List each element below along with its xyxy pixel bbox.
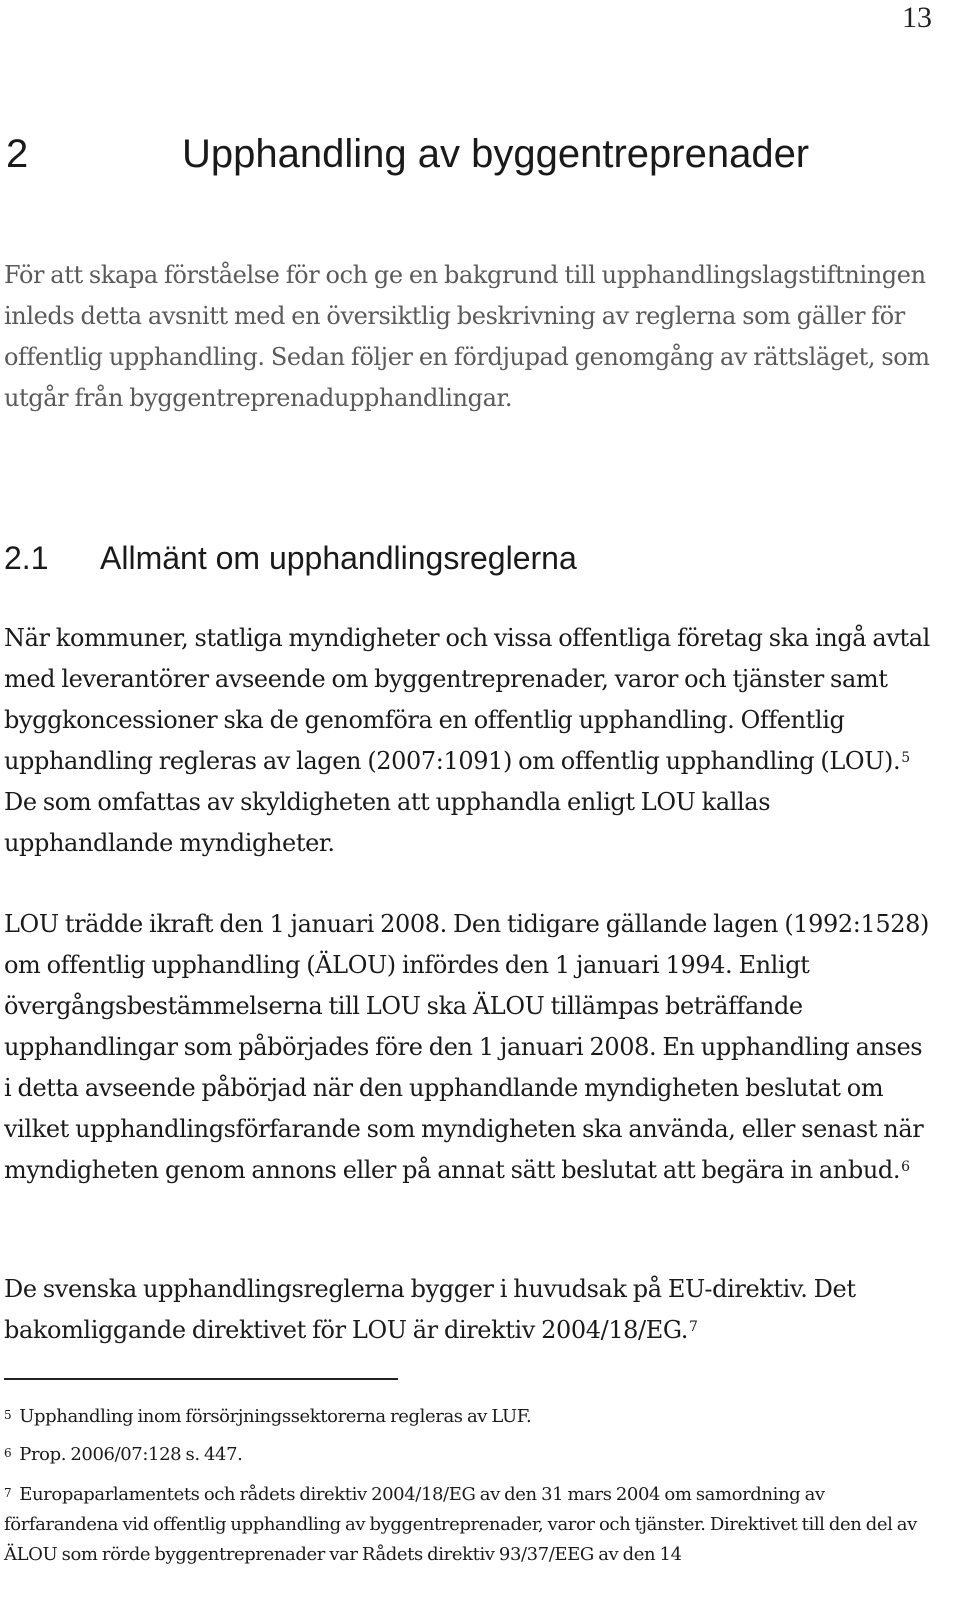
section-heading: [4, 536, 577, 580]
paragraph-2-text: LOU trädde ikraft den 1 januari 2008. Den tidigare gällande lagen (1992:1528) om offentlig upphandling (ÄLOU) infördes den 1 januari 1994. Enligt övergångsbestämmelserna till LOU ska ÄLOU tillämpas beträffande upphandlingar som påbörjades före den 1 januari 2008. En upphandling anses i detta avseende påbörjad när den upphandlande myndigheten beslutat om vilket upphandlingsförfarande som myndigheten ska använda, eller senast när myndigheten genom annons eller på annat sätt beslutat att begära in anbud.: [4, 910, 929, 1184]
paragraph-1: [4, 618, 934, 864]
footnote-separator: [4, 1378, 398, 1380]
chapter-title: Upphandling av byggentreprenader: [182, 132, 810, 176]
section-number: 2.1: [4, 540, 49, 576]
footnote-ref-7[interactable]: 7: [689, 1319, 698, 1335]
section-title: Allmänt om upphandlingsreglerna: [100, 540, 577, 576]
paragraph-1-text: När kommuner, statliga myndigheter och vissa offentliga företag ska ingå avtal med leverantörer avseende om byggentreprenader, varor och tjänster samt byggkoncessioner ska de genomföra en offentlig upphandling. Offentlig upphandling regleras av lagen (2007:1091) om offentlig upphandling (LOU).: [4, 624, 930, 775]
footnote-number: 6: [4, 1446, 12, 1460]
intro-paragraph: För att skapa förståelse för och ge en bakgrund till upphandlingslagstiftningen inleds detta avsnitt med en översiktlig beskrivning av reglerna som gäller för offentlig upphandling. Sedan följer en fördjupad genomgång av rättsläget, som utgår från byggentreprenadupphandlingar.: [4, 261, 930, 412]
chapter-number: 2: [6, 132, 29, 176]
footnote-text: Upphandling inom försörjningssektorerna regleras av LUF.: [19, 1406, 532, 1427]
footnote-ref-5[interactable]: 5: [901, 750, 910, 766]
footnote-number: 7: [4, 1486, 12, 1500]
footnote-6: [4, 1440, 934, 1470]
footnote-text: Prop. 2006/07:128 s. 447.: [19, 1444, 243, 1465]
paragraph-3: [4, 1269, 934, 1351]
paragraph-1-text-b: De som omfattas av skyldigheten att upphandla enligt LOU kallas upphandlande myndigheter.: [4, 788, 771, 857]
footnote-number: 5: [4, 1408, 12, 1422]
chapter-heading: [6, 130, 809, 178]
paragraph-2: [4, 904, 934, 1191]
footnote-5: [4, 1402, 934, 1432]
footnote-ref-6[interactable]: 6: [901, 1159, 910, 1175]
footnote-text: Europaparlamentets och rådets direktiv 2004/18/EG av den 31 mars 2004 om samordning av förfarandena vid offentlig upphandling av byggentreprenader, varor och tjänster. Direktivet till den del av ÄLOU som rörde byggentreprenader var Rådets direktiv 93/37/EEG av den 14: [4, 1484, 917, 1565]
paragraph-3-text: De svenska upphandlingsreglerna bygger i huvudsak på EU-direktiv. Det bakomliggande direktivet för LOU är direktiv 2004/18/EG.: [4, 1275, 856, 1344]
footnote-7: [4, 1480, 934, 1570]
page-number: 13: [902, 1, 932, 34]
